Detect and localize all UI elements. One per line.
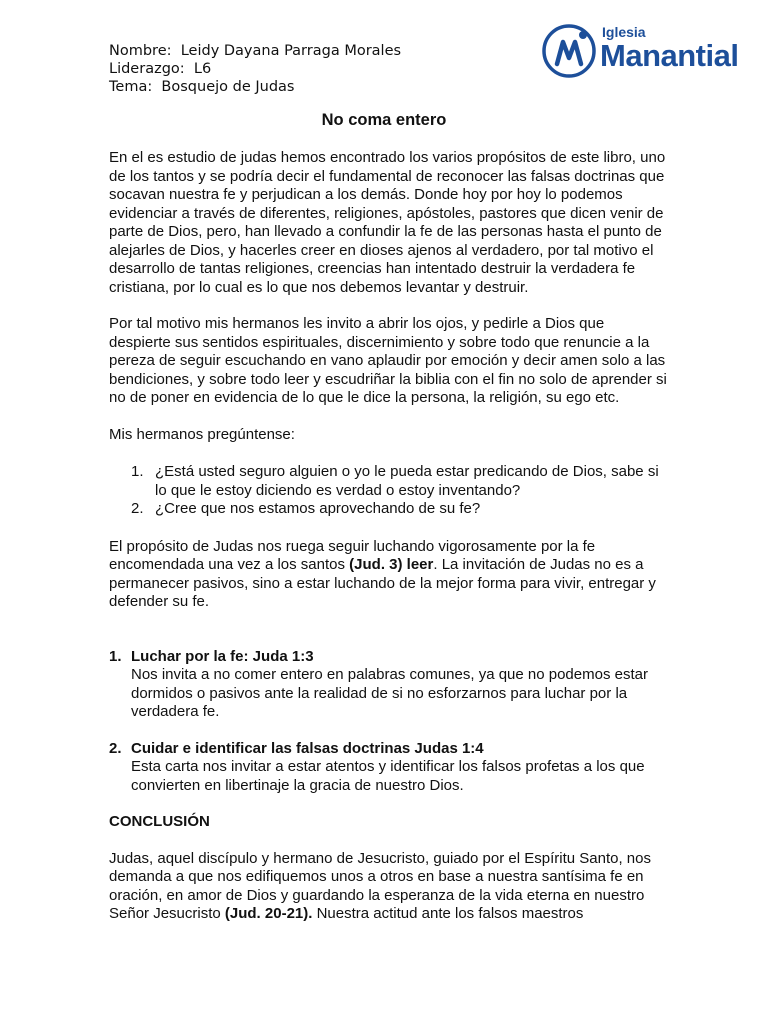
question-text: ¿Cree que nos estamos aprovechando de su fe? [155,500,481,517]
point-text: Nos invita a no comer entero en palabras comunes, ya que no podemos estar dormidos o pasivos ante la realidad de si no esforzarnos para luchar por la verdadera fe. [131,666,648,720]
list-number: 1. [131,463,144,480]
document-body [109,149,669,924]
conclusion-text-end: Nuestra actitud ante los falsos maestros [312,905,584,922]
point-heading: Cuidar e identificar las falsas doctrinas Judas 1:4 [131,739,484,757]
leadership-level: Liderazgo: L6 [109,61,212,77]
purpose-text-start: El propósito de Judas nos ruega seguir luchando vigorosamente por la fe encomendada una vez a los santos [109,537,596,573]
logo-big-text: Manantial [600,38,739,73]
list-item [109,463,669,500]
document-title: No coma entero [321,111,447,129]
paragraph-invitation: Por tal motivo mis hermanos les invito a abrir los ojos, y pedirle a Dios que despierte sus sentidos espirituales, discernimiento y sobre todo que renuncie a la pereza de seguir escuchando en vano aplaudir por emoción y decir amen solo a las bendiciones, y sobre todo leer y escudriñar la biblia con el fin no solo de aprender si no de poner en evidencia de lo que le dice la persona, la religión, su ego etc. [109,315,667,406]
point-text: Esta carta nos invitar a estar atentos y identificar los falsos profetas a los que convierten en libertinaje la gracia de nuestro Dios. [131,758,645,794]
list-number: 2. [109,739,122,757]
scripture-reference: (Jud. 3) leer [349,556,434,573]
point-heading: Luchar por la fe: Juda 1:3 [131,647,314,665]
logo-small-text: Iglesia [602,24,646,40]
list-item [109,500,669,519]
paragraph-purpose [109,538,669,612]
paragraph-conclusion [109,850,669,924]
topic: Tema: Bosquejo de Judas [109,79,295,95]
conclusion-heading: CONCLUSIÓN [109,813,210,830]
church-logo [540,20,755,82]
paragraph-intro: En el es estudio de judas hemos encontrado los varios propósitos de este libro, uno de los tantos y se podría decir el fundamental de reconocer las falsas doctrinas que socavan nuestra fe y perjudican a los demás. Donde hoy por hoy lo podemos evidenciar a través de diferentes, religiones, apóstoles, pastores que dicen venir de parte de Dios, pero, han llevado a confundir la fe de las personas hasta el punto de alejarles de Dios, y hacerles creer en dioses ajenos al verdadero, por tal motivo el desarrollo de tantas religiones, creencias han intentado destruir la verdadera fe cristiana, por lo cual es lo que nos debemos levantar y destruir. [109,149,666,296]
questions-intro: Mis hermanos pregúntense: [109,425,295,443]
list-number: 1. [109,647,122,665]
author-info [109,42,401,96]
conclusion-text-start: Judas, aquel discípulo y hermano de Jesucristo, guiado por el Espíritu Santo, nos demanda a que nos edifiquemos unos a otros en base a nuestra santísima fe en oración, en amor de Dios y guardando la esperanza de la vida eterna en nuestro Señor Jesucristo [109,849,651,922]
scripture-reference: (Jud. 20-21). [224,905,313,922]
points-list [109,648,669,796]
questions-list [109,463,669,519]
question-text: ¿Está usted seguro alguien o yo le pueda estar predicando de Dios, sabe si lo que le estoy diciendo es verdad o estoy inventando? [155,463,659,499]
author-name: Nombre: Leidy Dayana Parraga Morales [109,43,402,59]
list-item [109,648,669,722]
purpose-text-end: . La invitación de Judas no es a permanecer pasivos, sino a estar luchando de la mejor forma para vivir, entregar y defender su fe. [109,556,656,610]
list-number: 2. [131,500,144,517]
list-item [109,740,669,796]
manantial-logo-icon [540,22,598,80]
